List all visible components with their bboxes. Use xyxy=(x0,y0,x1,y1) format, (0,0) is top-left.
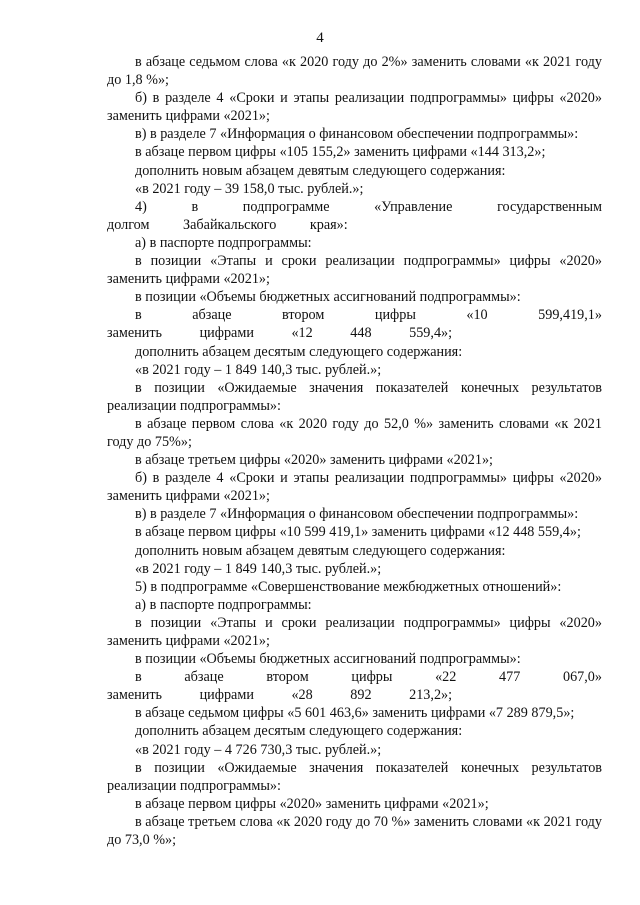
paragraph: в позиции «Объемы бюджетных ассигнований подпрограммы»: xyxy=(135,651,521,668)
paragraph: в позиции «Объемы бюджетных ассигнований подпрограммы»: xyxy=(135,289,521,306)
paragraph: в позиции «Ожидаемые значения показателей конечных результатов реализации подпрограммы»: xyxy=(107,759,602,794)
paragraph: 4) в подпрограмме «Управление государственным долгом Забайкальского края»: xyxy=(107,198,602,233)
paragraph: в) в разделе 7 «Информация о финансовом обеспечении подпрограммы»: xyxy=(135,506,579,523)
paragraph: «в 2021 году – 1 849 140,3 тыс. рублей.»; xyxy=(135,361,382,378)
paragraph: б) в разделе 4 «Сроки и этапы реализации подпрограммы» цифры «2020» заменить цифрами «2021»; xyxy=(107,90,602,125)
paragraph: в абзаце третьем слова «к 2020 году до 70 %» заменить словами «к 2021 году до 73,0 %»; xyxy=(107,813,602,849)
paragraph: в абзаце втором цифры «22 477 067,0» заменить цифрами «28 892 213,2»; xyxy=(107,669,602,704)
paragraph: в абзаце третьем цифры «2020» заменить цифрами «2021»; xyxy=(135,452,493,469)
paragraph: в абзаце первом слова «к 2020 году до 52,0 %» заменить словами «к 2021 году до 75%»; xyxy=(107,415,602,450)
paragraph: в абзаце седьмом слова «к 2020 году до 2%» заменить словами «к 2021 году до 1,8 %»; xyxy=(107,54,602,89)
paragraph: в абзаце первом цифры «105 155,2» заменить цифрами «144 313,2»; xyxy=(135,144,546,161)
paragraph: дополнить абзацем десятым следующего содержания: xyxy=(135,723,463,740)
paragraph: а) в паспорте подпрограммы: xyxy=(135,234,312,251)
paragraph: б) в разделе 4 «Сроки и этапы реализации подпрограммы» цифры «2020» заменить цифрами «2021»; xyxy=(107,470,602,505)
paragraph: в абзаце первом цифры «2020» заменить цифрами «2021»; xyxy=(135,795,489,812)
paragraph: в позиции «Этапы и сроки реализации подпрограммы» цифры «2020» заменить цифрами «2021»; xyxy=(107,253,602,288)
paragraph: в позиции «Ожидаемые значения показателей конечных результатов реализации подпрограммы»: xyxy=(107,379,602,414)
paragraph: дополнить новым абзацем девятым следующего содержания: xyxy=(135,542,506,559)
paragraph: в позиции «Этапы и сроки реализации подпрограммы» цифры «2020» заменить цифрами «2021»; xyxy=(107,614,602,649)
paragraph: «в 2021 году – 1 849 140,3 тыс. рублей.»; xyxy=(135,560,382,577)
paragraph: «в 2021 году – 4 726 730,3 тыс. рублей.»; xyxy=(135,741,382,758)
paragraph: «в 2021 году – 39 158,0 тыс. рублей.»; xyxy=(135,180,364,197)
paragraph: в абзаце втором цифры «10 599,419,1» заменить цифрами «12 448 559,4»; xyxy=(107,307,602,342)
paragraph: дополнить абзацем десятым следующего содержания: xyxy=(135,343,463,360)
paragraph: в) в разделе 7 «Информация о финансовом обеспечении подпрограммы»: xyxy=(135,126,579,143)
paragraph: в абзаце седьмом цифры «5 601 463,6» заменить цифрами «7 289 879,5»; xyxy=(135,705,575,722)
paragraph: в абзаце первом цифры «10 599 419,1» заменить цифрами «12 448 559,4»; xyxy=(135,524,581,541)
page-number: 4 xyxy=(316,30,324,46)
paragraph: а) в паспорте подпрограммы: xyxy=(135,596,312,613)
paragraph: дополнить новым абзацем девятым следующего содержания: xyxy=(135,162,506,179)
paragraph: 5) в подпрограмме «Совершенствование межбюджетных отношений»: xyxy=(135,578,562,595)
document-body xyxy=(107,53,602,849)
